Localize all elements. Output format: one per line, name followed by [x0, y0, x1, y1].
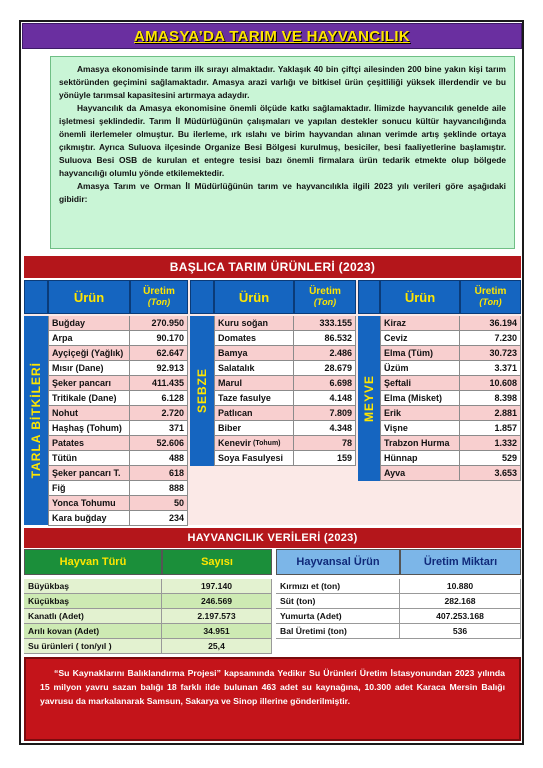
sebze-col-uretim-unit: (Ton): [313, 297, 337, 307]
tarla-col-urun: Ürün: [48, 280, 130, 314]
meyve-product-label: Vişne: [384, 423, 408, 433]
sebze-row: [214, 376, 356, 391]
sebze-product-name: [214, 421, 294, 436]
meyve-product-name: [380, 361, 460, 376]
tarla-production-value: 50: [130, 496, 188, 511]
sebze-production-value: 333.155: [294, 316, 356, 331]
meyve-col-uretim-unit: (Ton): [479, 297, 502, 307]
hayvan-col-sayi: Sayısı: [162, 549, 272, 575]
hayvan_left-item-name: Küçükbaş: [24, 594, 162, 609]
intro-paragraph-2: Hayvancılık da Amasya ekonomisine önemli ölçüde katkı sağlamaktadır. İlimizde hayvancılık genelde aile işletmesi şeklindedir. Tarım İl Müdürlüğünün çalışmaları ve yapılan destekler sonucu kültür hayvancılığında önemli ilerlemeler olmuştur. Bu ilerleme, ırk ıslahı ve birim hayvandan alınan verimde artış şeklinde ortaya çıkmıştır. Ayrıca Suluova ilçesinde Organize Besi Bölgesi kurulmuş, besiciler, besi faaliyetlerine başlamıştır. Suluova Besi OSB de kurulan et entegre tesisi bazı önemli firmalara ürün tedarik etmekte olup bölgede hayvancılığı olumlu yönde etkilemektedir.: [59, 103, 506, 178]
hayvan_left-item-name: Arılı kovan (Adet): [24, 624, 162, 639]
hayvan_right-item-value: 407.253.168: [400, 609, 521, 624]
intro-paragraph-3: Amasya Tarım ve Orman İl Müdürlüğünün tarım ve hayvancılıkla ilgili 2023 yılı verileri göre aşağıdaki gibidir:: [59, 181, 506, 204]
meyve-row: [380, 466, 521, 481]
meyve-col-uretim: [460, 280, 521, 314]
tarla-product-label: Haşhaş (Tohum): [52, 423, 122, 433]
meyve-production-value: 1.857: [460, 421, 521, 436]
sebze-product-name: [214, 316, 294, 331]
page-title: AMASYA’DA TARIM VE HAYVANCILIK: [134, 27, 410, 45]
tarla-product-name: [48, 436, 130, 451]
sebze-product-name: [214, 361, 294, 376]
tarla-production-value: 52.606: [130, 436, 188, 451]
hayvan_right-item-value: 282.168: [400, 594, 521, 609]
tarla-product-name: [48, 391, 130, 406]
meyve-row: [380, 316, 521, 331]
tarla-production-value: 234: [130, 511, 188, 526]
sebze-production-value: 2.486: [294, 346, 356, 361]
tarla-row: [48, 346, 188, 361]
tarla-production-value: 618: [130, 466, 188, 481]
hayvan-col-urun: Hayvansal Ürün: [276, 549, 400, 575]
meyve-product-label: Elma (Misket): [384, 393, 443, 403]
meyve-row: [380, 451, 521, 466]
hayvan-section-header: HAYVANCILIK VERİLERİ (2023): [24, 528, 521, 548]
tarla-product-label: Patates: [52, 438, 85, 448]
hayvan_left-item-value: 197.140: [162, 579, 272, 594]
tarla-product-label: Fiğ: [52, 483, 66, 493]
meyve-product-label: Ayva: [384, 468, 406, 478]
meyve-production-value: 36.194: [460, 316, 521, 331]
tarla-product-name: [48, 331, 130, 346]
hayvan-table: [24, 549, 521, 653]
sebze-row: [214, 436, 356, 451]
tarla-product-label: Şeker pancarı T.: [52, 468, 121, 478]
sebze-production-value: 4.348: [294, 421, 356, 436]
tarla-product-name: [48, 496, 130, 511]
meyve-product-label: Hünnap: [384, 453, 418, 463]
tarla-product-label: Ayçiçeği (Yağlık): [52, 348, 124, 358]
meyve-product-label: Şeftali: [384, 378, 412, 388]
sebze-production-value: 159: [294, 451, 356, 466]
tarla-product-name: [48, 346, 130, 361]
meyve-product-name: [380, 436, 460, 451]
hayvan_left-item-name: Büyükbaş: [24, 579, 162, 594]
tarla-production-value: 888: [130, 481, 188, 496]
footer-note: [24, 657, 521, 741]
sebze-product-label: Salatalık: [218, 363, 255, 373]
meyve-product-label: Üzüm: [384, 363, 409, 373]
tarla-row: [48, 466, 188, 481]
tarla-production-value: 2.720: [130, 406, 188, 421]
sebze-row: [214, 406, 356, 421]
hayvan_right-row: [276, 609, 521, 624]
tarla-row: [48, 331, 188, 346]
tarla-product-label: Tritikale (Dane): [52, 393, 117, 403]
tarla-production-value: 488: [130, 451, 188, 466]
hayvan_left-row: [24, 624, 272, 639]
tarla-col-uretim-label: Üretim: [143, 286, 175, 297]
meyve-product-name: [380, 406, 460, 421]
tarla-header-corner: [24, 280, 48, 314]
tarla-row: [48, 316, 188, 331]
tarla-col-uretim: [130, 280, 188, 314]
meyve-row: [380, 331, 521, 346]
hayvan_right-item-value: 536: [400, 624, 521, 639]
hayvan_right-row: [276, 624, 521, 639]
meyve-row: [380, 361, 521, 376]
hayvan_right-item-name: Yumurta (Adet): [276, 609, 400, 624]
hayvan_left-item-value: 246.569: [162, 594, 272, 609]
sebze-product-name: [214, 451, 294, 466]
hayvan_left-row: [24, 579, 272, 594]
tarla-product-name: [48, 376, 130, 391]
meyve-row: [380, 391, 521, 406]
meyve-product-label: Kiraz: [384, 318, 407, 328]
hayvan_right-item-name: Süt (ton): [276, 594, 400, 609]
tarla-production-value: 62.647: [130, 346, 188, 361]
meyve-production-value: 529: [460, 451, 521, 466]
sebze-product-label: Kuru soğan: [218, 318, 269, 328]
tarla-row: [48, 406, 188, 421]
meyve-band: [358, 316, 380, 481]
meyve-production-value: 8.398: [460, 391, 521, 406]
intro-box: [50, 56, 515, 249]
tarla-product-name: [48, 316, 130, 331]
meyve-row: [380, 376, 521, 391]
meyve-header-corner: [358, 280, 380, 314]
sebze-product-label: Domates: [218, 333, 257, 343]
sebze-production-value: 78: [294, 436, 356, 451]
tarla-product-name: [48, 406, 130, 421]
tarla-production-value: 270.950: [130, 316, 188, 331]
hayvan_right-item-name: Kırmızı et (ton): [276, 579, 400, 594]
meyve-product-name: [380, 346, 460, 361]
intro-paragraph-1: Amasya ekonomisinde tarım ilk sırayı almaktadır. Yaklaşık 40 bin çiftçi ailesinden 200 bine yakın kişi tarım sektöründen geçimini sağlamaktadır. Amasya arazi varlığı ve bitkisel ürün çeşitliliği yüksek illerdendir ve bu yönüyle tarımsal kapasitesini artırmaya adaydır.: [59, 64, 506, 100]
tarla-production-value: 90.170: [130, 331, 188, 346]
tarla-band: [24, 316, 48, 525]
footer-text: “Su Kaynaklarını Balıklandırma Projesi” kapsamında Yedikır Su Ürünleri Üretim İstasyonundan 2023 yılında 15 milyon yavru sazan balığı 18 farklı ilde bulunan 463 adet su kaynağına, 10.300 adet Karaca Mersin Balığı yavrusu da markalanarak Samsun, Sakarya ve Sinop illerine gönderilmiştir.: [40, 668, 505, 706]
tarla-product-name: [48, 481, 130, 496]
tarla-product-label: Yonca Tohumu: [52, 498, 116, 508]
hayvan_left-row: [24, 609, 272, 624]
page-title-bar: [22, 23, 522, 49]
tarla-product-label: Buğday: [52, 318, 86, 328]
tarim-table: [24, 280, 521, 525]
sebze-product-label: Biber: [218, 423, 242, 433]
meyve-product-label: Erik: [384, 408, 402, 418]
meyve-row: [380, 436, 521, 451]
sebze-row: [214, 391, 356, 406]
hayvan_left-item-name: Kanatlı (Adet): [24, 609, 162, 624]
sebze-production-value: 6.698: [294, 376, 356, 391]
sebze-row: [214, 361, 356, 376]
meyve-col-uretim-label: Üretim: [474, 286, 507, 297]
tarla-product-label: Şeker pancarı: [52, 378, 112, 388]
sebze-product-name: [214, 436, 294, 451]
meyve-product-name: [380, 331, 460, 346]
tarla-row: [48, 451, 188, 466]
meyve-product-name: [380, 376, 460, 391]
hayvan_right-item-value: 10.880: [400, 579, 521, 594]
sebze-product-name: [214, 376, 294, 391]
tarla-product-label: Tütün: [52, 453, 77, 463]
sebze-row: [214, 451, 356, 466]
meyve-col-urun: Ürün: [380, 280, 460, 314]
tarla-row: [48, 376, 188, 391]
meyve-production-value: 1.332: [460, 436, 521, 451]
hayvan_left-row: [24, 639, 272, 654]
tarla-production-value: 6.128: [130, 391, 188, 406]
tarim-section-header: BAŞLICA TARIM ÜRÜNLERİ (2023): [24, 256, 521, 278]
sebze-production-value: 7.809: [294, 406, 356, 421]
sebze-product-note: (Tohum): [253, 439, 281, 447]
sebze-product-name: [214, 406, 294, 421]
sebze-band: [190, 316, 214, 466]
meyve-production-value: 10.608: [460, 376, 521, 391]
sebze-header-corner: [190, 280, 214, 314]
sebze-row: [214, 346, 356, 361]
tarla-product-label: Mısır (Dane): [52, 363, 104, 373]
sebze-row: [214, 316, 356, 331]
sebze-product-label: Kenevir: [218, 438, 252, 448]
tarla-band-label: TARLA BİTKİLERİ: [29, 362, 43, 479]
meyve-product-label: Trabzon Hurma: [384, 438, 450, 448]
meyve-product-label: Elma (Tüm): [384, 348, 434, 358]
sebze-product-label: Soya Fasulyesi: [218, 453, 284, 463]
meyve-row: [380, 346, 521, 361]
tarla-row: [48, 436, 188, 451]
hayvan-col-tur: Hayvan Türü: [24, 549, 162, 575]
meyve-band-label: MEYVE: [362, 374, 376, 422]
hayvan_left-item-value: 34.951: [162, 624, 272, 639]
sebze-col-uretim: [294, 280, 356, 314]
tarla-row: [48, 421, 188, 436]
meyve-row: [380, 406, 521, 421]
sebze-band-label: SEBZE: [195, 368, 209, 414]
hayvan_left-row: [24, 594, 272, 609]
sebze-product-label: Bamya: [218, 348, 248, 358]
sebze-production-value: 4.148: [294, 391, 356, 406]
tarla-product-name: [48, 421, 130, 436]
tarla-production-value: 371: [130, 421, 188, 436]
sebze-production-value: 86.532: [294, 331, 356, 346]
hayvan_right-row: [276, 579, 521, 594]
meyve-production-value: 2.881: [460, 406, 521, 421]
hayvan_left-item-value: 2.197.573: [162, 609, 272, 624]
sebze-col-uretim-label: Üretim: [309, 286, 341, 297]
meyve-product-name: [380, 316, 460, 331]
tarla-product-name: [48, 451, 130, 466]
tarla-product-name: [48, 466, 130, 481]
hayvan-col-miktar: Üretim Miktarı: [400, 549, 521, 575]
meyve-product-label: Ceviz: [384, 333, 408, 343]
sebze-production-value: 28.679: [294, 361, 356, 376]
tarla-production-value: 411.435: [130, 376, 188, 391]
tarla-production-value: 92.913: [130, 361, 188, 376]
tarla-col-uretim-unit: (Ton): [147, 297, 171, 307]
tarla-product-name: [48, 361, 130, 376]
sebze-product-name: [214, 331, 294, 346]
sebze-row: [214, 421, 356, 436]
tarla-product-label: Kara buğday: [52, 513, 107, 523]
tarla-row: [48, 391, 188, 406]
hayvan_left-item-name: Su ürünleri ( ton/yıl ): [24, 639, 162, 654]
meyve-production-value: 3.371: [460, 361, 521, 376]
sebze-product-name: [214, 391, 294, 406]
tarla-row: [48, 481, 188, 496]
meyve-product-name: [380, 391, 460, 406]
sebze-product-label: Marul: [218, 378, 243, 388]
sebze-row: [214, 331, 356, 346]
tarla-product-label: Arpa: [52, 333, 73, 343]
meyve-product-name: [380, 451, 460, 466]
meyve-product-name: [380, 421, 460, 436]
hayvan_right-item-name: Bal Üretimi (ton): [276, 624, 400, 639]
meyve-product-name: [380, 466, 460, 481]
sebze-product-label: Taze fasulye: [218, 393, 271, 403]
tarla-row: [48, 511, 188, 526]
hayvan_left-item-value: 25,4: [162, 639, 272, 654]
tarla-row: [48, 361, 188, 376]
sebze-product-label: Patlıcan: [218, 408, 253, 418]
tarla-row: [48, 496, 188, 511]
sebze-product-name: [214, 346, 294, 361]
meyve-production-value: 30.723: [460, 346, 521, 361]
tarla-product-name: [48, 511, 130, 526]
meyve-row: [380, 421, 521, 436]
hayvan_right-row: [276, 594, 521, 609]
sebze-col-urun: Ürün: [214, 280, 294, 314]
meyve-production-value: 3.653: [460, 466, 521, 481]
tarla-product-label: Nohut: [52, 408, 78, 418]
meyve-production-value: 7.230: [460, 331, 521, 346]
